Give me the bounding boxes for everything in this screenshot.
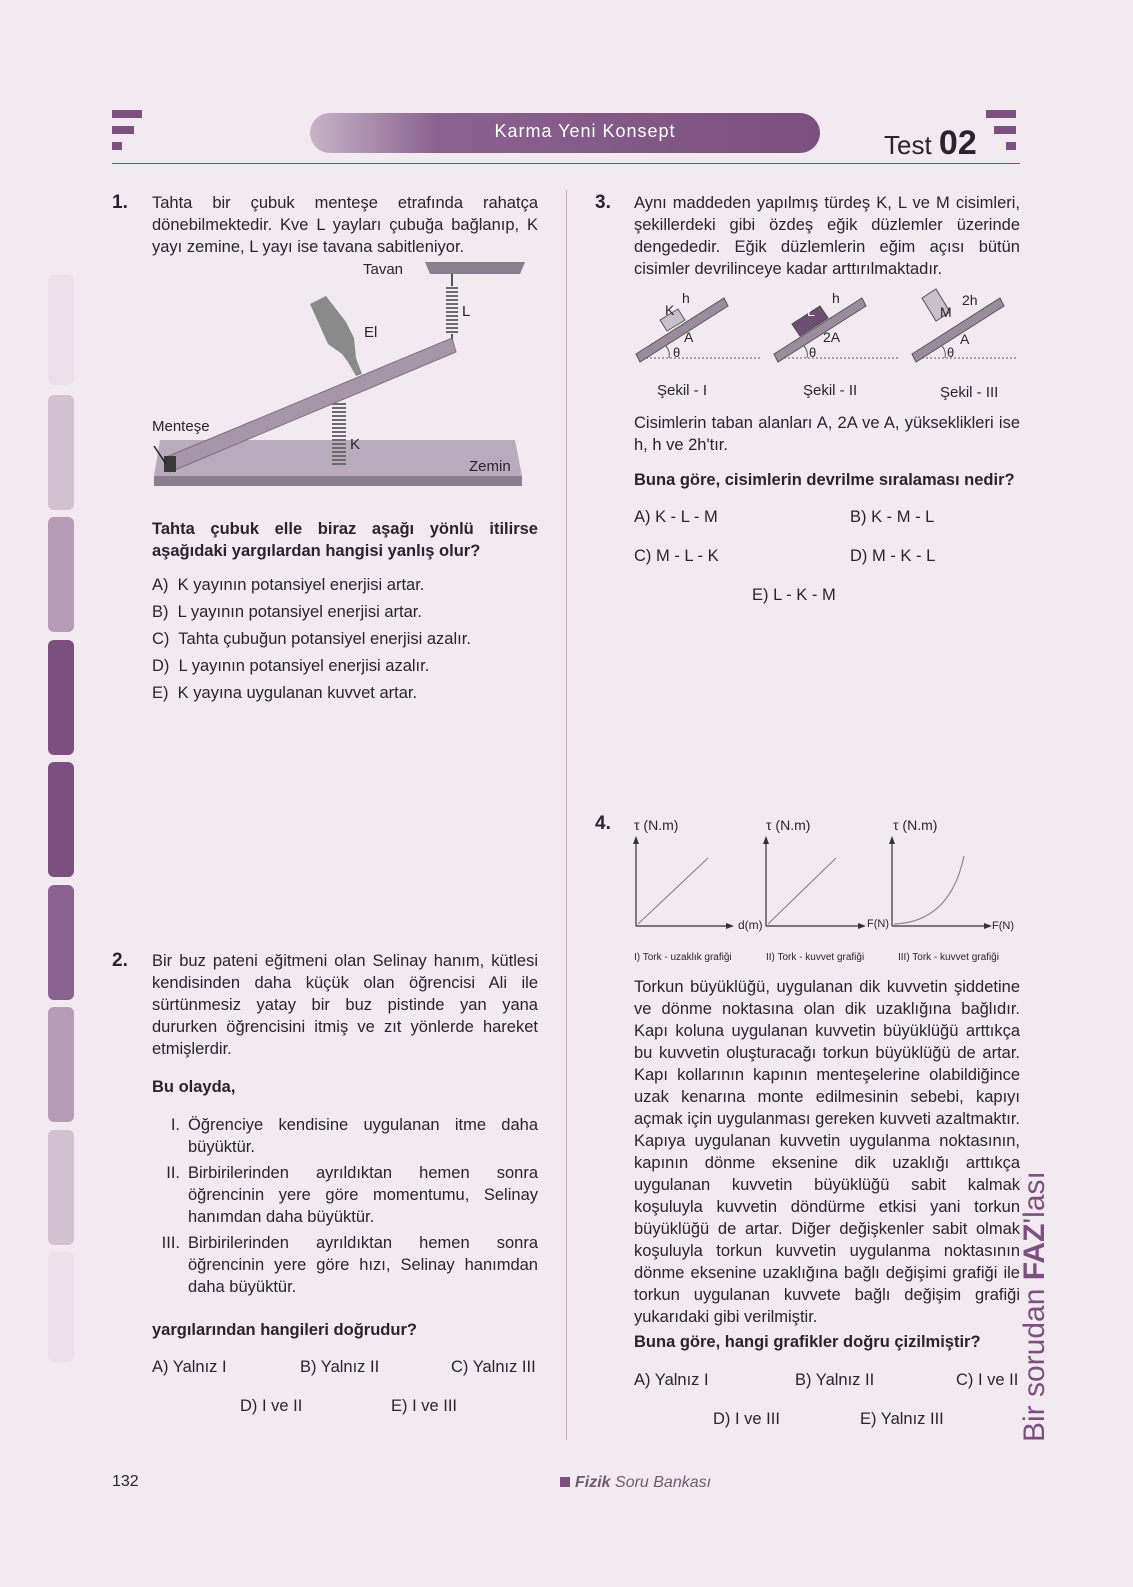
q1-option-c[interactable] (152, 628, 552, 655)
q3-fig3-base: A (960, 331, 970, 347)
q2-number: 2. (112, 950, 128, 971)
q4-graph1-xlabel: d(m) (738, 918, 763, 932)
q3-option-e[interactable]: E) L - K - M (752, 586, 836, 604)
q4-graph1-caption: I) Tork - uzaklık grafiği (634, 952, 732, 963)
q1-label-tavan: Tavan (363, 261, 404, 278)
q3-fig1-base: A (684, 329, 694, 345)
q2-lead: Bu olayda, (152, 1078, 236, 1096)
q1-option-d-letter: D) (152, 657, 170, 675)
q2-item-1-roman: I. (170, 1116, 180, 1134)
q4-number: 4. (595, 813, 611, 834)
q4-option-b[interactable]: B) Yalnız II (795, 1371, 875, 1389)
q1-text: Tahta bir çubuk menteşe etrafında rahatça dönebilmektedir. Kve L yayları çubuğa bağlanıp, K yayı zemine, L yayı ise tavana sabitleniyor. (152, 194, 538, 256)
footer-book-rest: Soru Bankası (615, 1474, 712, 1491)
q3-figure-1 (632, 288, 762, 368)
q3-fig2-height: h (832, 290, 840, 306)
footer-book (560, 1474, 711, 1492)
q3-option-a[interactable]: A) K - L - M (634, 508, 718, 526)
side-slogan-normal: Bir sorudan (1018, 1280, 1051, 1442)
q1-option-a[interactable] (152, 574, 552, 601)
test-label-text: Test (884, 130, 932, 160)
q3-option-c[interactable]: C) M - L - K (634, 547, 719, 565)
q1-option-b-letter: B) (152, 603, 169, 621)
q2-item-3-text: Birbirilerinden ayrıldıktan hemen sonra öğrencinin yere göre hızı, Selinay hanımdan daha büyüktür. (188, 1234, 538, 1296)
q4-graph3-caption: III) Tork - kuvvet grafiği (898, 952, 999, 963)
q2-option-d[interactable]: D) I ve II (240, 1397, 303, 1415)
q3-option-d[interactable]: D) M - K - L (850, 547, 936, 565)
q4-graph2-caption: II) Tork - kuvvet grafiği (766, 952, 865, 963)
q3-fig2-base: 2A (823, 329, 841, 345)
q2-option-c[interactable]: C) Yalnız III (451, 1358, 536, 1376)
q4-graph2-ylabel: τ (N.m) (766, 817, 811, 833)
q2-item-2 (152, 1162, 538, 1228)
q1-options (152, 574, 552, 709)
footer-book-bold: Fizik (575, 1474, 611, 1491)
q2-item-2-text: Birbirilerinden ayrıldıktan hemen sonra öğrencinin yere göre momentumu, Selinay hanımdan daha büyüktür. (188, 1164, 538, 1226)
q1-label-l: L (462, 303, 471, 320)
q2-item-3 (152, 1232, 538, 1298)
q1-option-d-text: L yayının potansiyel enerjisi azalır. (178, 657, 430, 675)
q1-option-a-text: K yayının potansiyel enerjisi artar. (177, 576, 425, 594)
q3-fig1-angle: θ (673, 345, 681, 360)
q3-fig1-block: K (665, 302, 675, 318)
header-banner-title: Karma Yeni Konsept (494, 121, 676, 141)
q3-fig3-height: 2h (962, 292, 978, 308)
test-label (884, 124, 977, 163)
q1-option-c-letter: C) (152, 630, 170, 648)
footer-square-icon (560, 1477, 570, 1487)
q1-question: Tahta çubuk elle biraz aşağı yönlü itilirse aşağıdaki yargılardan hangisi yanlış olur? (152, 520, 538, 560)
q3-fig3-angle: θ (947, 345, 955, 360)
q3-fig1-height: h (682, 290, 690, 306)
side-vertical-slogan (1018, 1171, 1052, 1442)
q1-option-a-letter: A) (152, 576, 169, 594)
q2-item-1 (152, 1114, 538, 1158)
q3-number: 3. (595, 192, 611, 213)
q1-label-mentese: Menteşe (152, 418, 210, 435)
q2-item-1-text: Öğrenciye kendisine uygulanan itme daha büyüktür. (188, 1116, 538, 1156)
q4-option-c[interactable]: C) I ve II (956, 1371, 1019, 1389)
q1-label-el: El (364, 324, 378, 341)
q4-graph3-ylabel: τ (N.m) (893, 817, 938, 833)
q2-option-a[interactable]: A) Yalnız I (152, 1358, 227, 1376)
q1-option-b-text: L yayının potansiyel enerjisi artar. (177, 603, 422, 621)
q1-option-d[interactable] (152, 655, 552, 682)
q4-graph1-ylabel: τ (N.m) (634, 817, 679, 833)
q1-option-e-text: K yayına uygulanan kuvvet artar. (177, 684, 418, 702)
q3-text: Aynı maddeden yapılmış türdeş K, L ve M cisimleri, şekillerdeki gibi özdeş eğik düzlemler üzerinde dengededir. Eğik düzlemlerin eğim açısı bütün cisimler devrilinceye kadar arttırılmaktadır. (634, 194, 1020, 278)
q1-label-zemin: Zemin (469, 458, 511, 475)
q2-item-3-roman: III. (161, 1234, 180, 1252)
q3-fig2-angle: θ (809, 345, 817, 360)
q2-text: Bir buz pateni eğitmeni olan Selinay hanım, kütlesi kendisinden daha küçük olan öğrencisi Ali ile sürtünmesiz yatay bir buz pistinde yan yana dururken öğrencisini itmiş ve zıt yönlerde hareket etmişlerdir. (152, 952, 538, 1058)
q1-option-c-text: Tahta çubuğun potansiyel enerjisi azalır. (178, 630, 471, 648)
side-slogan-bold: FAZ (1018, 1223, 1051, 1281)
q1-option-e-letter: E) (152, 684, 169, 702)
q2-question: yargılarından hangileri doğrudur? (152, 1321, 417, 1339)
q2-item-2-roman: II. (166, 1164, 180, 1182)
header-rule (112, 163, 1020, 164)
q3-fig3-block: M (940, 304, 952, 320)
q3-fig3-caption: Şekil - III (940, 384, 999, 401)
q4-question: Buna göre, hangi grafikler doğru çizilmiştir? (634, 1333, 981, 1351)
q3-fig1-caption: Şekil - I (657, 382, 708, 399)
q2-option-b[interactable]: B) Yalnız II (300, 1358, 380, 1376)
q2-option-e[interactable]: E) I ve III (391, 1397, 458, 1415)
column-divider (566, 190, 567, 1440)
q1-option-e[interactable] (152, 682, 552, 709)
q3-text-2: Cisimlerin taban alanları A, 2A ve A, yükseklikleri ise h, h ve 2h'tır. (634, 414, 1020, 454)
q4-option-a[interactable]: A) Yalnız I (634, 1371, 709, 1389)
q1-number: 1. (112, 192, 128, 213)
q4-graphs (620, 830, 1020, 945)
q4-text: Torkun büyüklüğü, uygulanan dik kuvvetin şiddetine ve dönme noktasına olan dik uzaklığına bağlıdır. Kapı koluna uygulanan kuvvetin büyüklüğü arttıkça bu kuvvetin oluşturacağı torkun büyüklüğü de artar. Kapı kollarının kapının menteşelerine olabildiğince uzak kenarına monte edilmesinin sebebi, kapıyı açmak için uygulanması gereken kuvveti azaltmaktır. Kapıya uygulanan kuvvetin uygulanma noktasının, kapının dönme eksenine dik uzaklığı arttıkça uygulanan kuvvetin büyüklüğü sabit kalmak koşuluyla kuvvetin döndürme etkisi yani torkun büyüklüğü de artar. Diğer değişkenler sabit olmak koşuluyla torkun kuvvetin uygulanma noktasının dönme eksenine uzaklığına bağlı değişimi grafiği ile torkun uygulanan kuvvete bağlı değişim grafiği yukarıdaki gibi verilmiştir. (634, 978, 1020, 1326)
q4-option-d[interactable]: D) I ve III (713, 1410, 780, 1428)
q4-graph3-xlabel: F(N) (992, 920, 1014, 932)
page-number: 132 (112, 1473, 139, 1490)
q3-fig2-caption: Şekil - II (803, 382, 858, 399)
q4-graph2-xlabel: F(N) (867, 918, 889, 930)
q4-option-e[interactable]: E) Yalnız III (860, 1410, 944, 1428)
side-slogan-tail: 'lası (1018, 1171, 1051, 1224)
q3-fig2-block: L (807, 303, 815, 319)
q1-option-b[interactable] (152, 601, 552, 628)
q1-label-k: K (350, 436, 361, 453)
test-number: 02 (938, 124, 977, 162)
q3-option-b[interactable]: B) K - M - L (850, 508, 935, 526)
q3-question: Buna göre, cisimlerin devrilme sıralaması nedir? (634, 471, 1015, 489)
